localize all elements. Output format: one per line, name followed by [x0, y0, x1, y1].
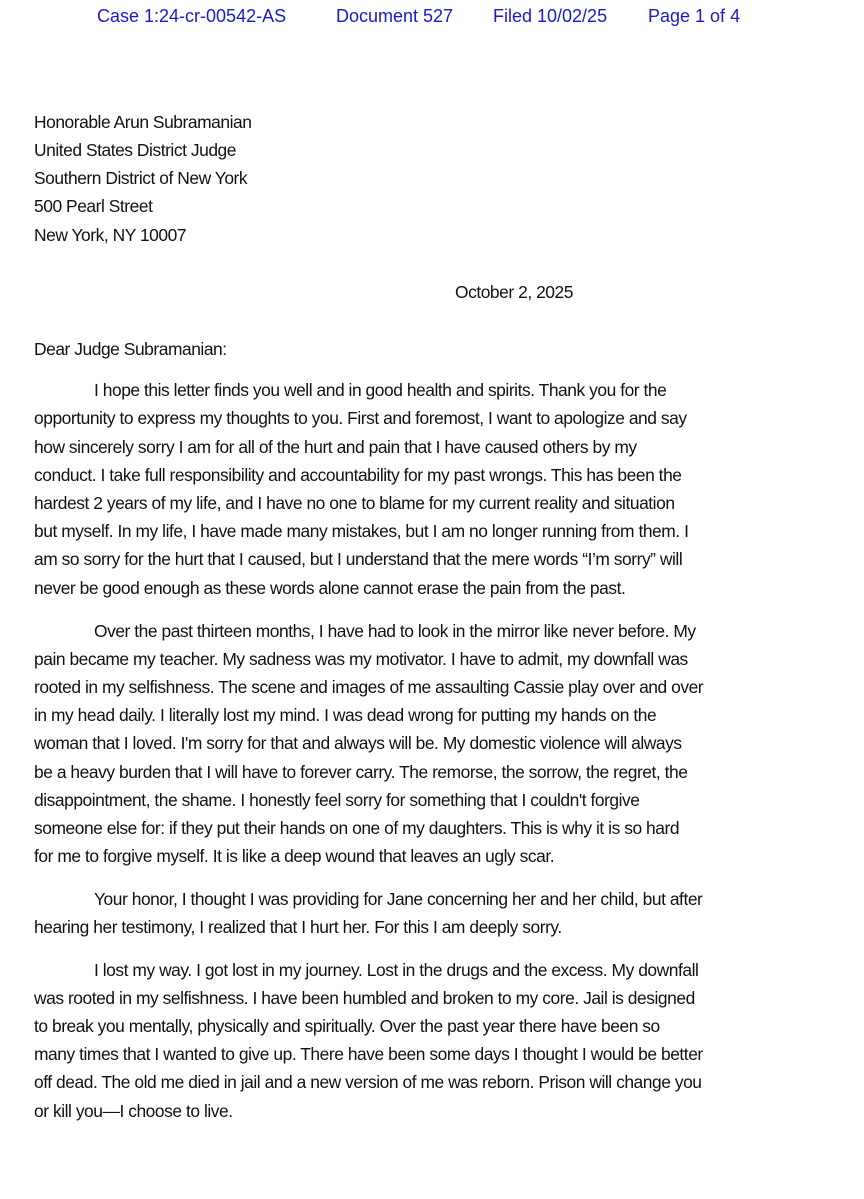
filed-date: Filed 10/02/25 — [493, 6, 608, 26]
address-line: Southern District of New York — [34, 168, 248, 188]
paragraph-line: was rooted in my selfishness. I have been humbled and broken to my core. Jail is designed — [34, 988, 695, 1008]
paragraph-line: woman that I loved. I'm sorry for that and always will be. My domestic violence will always — [34, 733, 682, 753]
paragraph-line: how sincerely sorry I am for all of the hurt and pain that I have caused others by my — [34, 437, 637, 457]
letter-date: October 2, 2025 — [455, 282, 573, 302]
paragraph-line: I lost my way. I got lost in my journey. Lost in the drugs and the excess. My downfall — [94, 960, 699, 980]
paragraph-line: opportunity to express my thoughts to you. First and foremost, I want to apologize and say — [34, 408, 687, 428]
page-indicator: Page 1 of 4 — [648, 6, 741, 26]
address-line: 500 Pearl Street — [34, 196, 153, 216]
address-line: Honorable Arun Subramanian — [34, 112, 252, 132]
paragraph-line: someone else for: if they put their hands on one of my daughters. This is why it is so hard — [34, 818, 680, 838]
paragraph-line: to break you mentally, physically and spiritually. Over the past year there have been so — [34, 1016, 660, 1036]
paragraph-line: disappointment, the shame. I honestly feel sorry for something that I couldn't forgive — [34, 790, 640, 810]
paragraph-line: hardest 2 years of my life, and I have no one to blame for my current reality and situation — [34, 493, 675, 513]
ecf-header — [0, 6, 864, 34]
paragraph-line: never be good enough as these words alone cannot erase the pain from the past. — [34, 578, 626, 598]
paragraph-line: rooted in my selfishness. The scene and images of me assaulting Cassie play over and over — [34, 677, 704, 697]
paragraph-line: many times that I wanted to give up. There have been some days I thought I would be better — [34, 1044, 703, 1064]
document-number: Document 527 — [336, 6, 454, 26]
paragraph-line: in my head daily. I literally lost my mind. I was dead wrong for putting my hands on the — [34, 705, 657, 725]
paragraph-line: am so sorry for the hurt that I caused, but I understand that the mere words “I’m sorry” will — [34, 549, 683, 569]
paragraph-line: Over the past thirteen months, I have had to look in the mirror like never before. My — [94, 621, 696, 641]
salutation: Dear Judge Subramanian: — [34, 339, 227, 359]
paragraph-line: off dead. The old me died in jail and a new version of me was reborn. Prison will change you — [34, 1072, 702, 1092]
paragraph-line: pain became my teacher. My sadness was my motivator. I have to admit, my downfall was — [34, 649, 688, 669]
paragraph-line: conduct. I take full responsibility and accountability for my past wrongs. This has been the — [34, 465, 682, 485]
address-line: United States District Judge — [34, 140, 236, 160]
paragraph-line: but myself. In my life, I have made many mistakes, but I am no longer running from them. I — [34, 521, 689, 541]
paragraph-line: I hope this letter finds you well and in good health and spirits. Thank you for the — [94, 380, 667, 400]
paragraph-line: for me to forgive myself. It is like a deep wound that leaves an ugly scar. — [34, 846, 555, 866]
paragraph-line: or kill you—I choose to live. — [34, 1101, 233, 1121]
address-line: New York, NY 10007 — [34, 225, 187, 245]
paragraph-line: hearing her testimony, I realized that I hurt her. For this I am deeply sorry. — [34, 917, 562, 937]
paragraph-line: Your honor, I thought I was providing for Jane concerning her and her child, but after — [94, 889, 703, 909]
case-number: Case 1:24-cr-00542-AS — [97, 6, 287, 26]
paragraph-line: be a heavy burden that I will have to forever carry. The remorse, the sorrow, the regret, the — [34, 762, 688, 782]
